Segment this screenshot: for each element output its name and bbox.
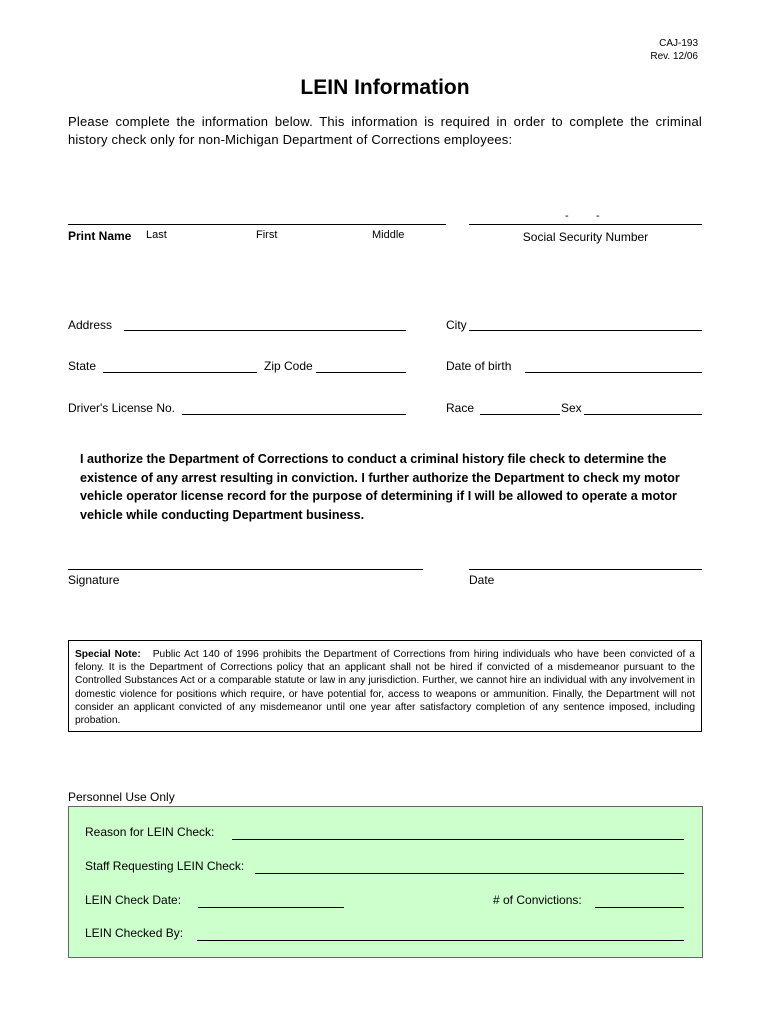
ssn-line[interactable] [469, 224, 702, 225]
check-date-label: LEIN Check Date: [85, 893, 182, 907]
checked-by-label: LEIN Checked By: [85, 926, 184, 940]
form-code: CAJ-193 [659, 38, 698, 49]
date-line[interactable] [469, 569, 702, 570]
convictions-line[interactable] [595, 907, 684, 908]
last-name-label: Last [146, 229, 167, 241]
state-line[interactable] [103, 372, 257, 373]
sex-line[interactable] [584, 414, 702, 415]
ssn-label: Social Security Number [522, 230, 649, 244]
checked-by-line[interactable] [197, 940, 684, 941]
drivers-license-line[interactable] [182, 414, 406, 415]
ssn-dash-1: - [565, 210, 569, 222]
check-date-line[interactable] [198, 907, 344, 908]
form-revision: Rev. 12/06 [650, 51, 698, 62]
date-of-birth-line[interactable] [525, 372, 702, 373]
sex-label: Sex [561, 401, 582, 415]
signature-line[interactable] [68, 569, 423, 570]
personnel-heading: Personnel Use Only [68, 790, 175, 804]
state-label: State [68, 359, 97, 373]
date-label: Date [469, 573, 495, 587]
drivers-license-label: Driver's License No. [68, 401, 175, 415]
reason-line[interactable] [232, 839, 684, 840]
city-label: City [446, 318, 467, 332]
middle-name-label: Middle [372, 229, 405, 241]
page-title: LEIN Information [300, 76, 470, 99]
special-note-body: Public Act 140 of 1996 prohibits the Department of Corrections from hiring individuals who have been convicted of a felony. It is the Department of Corrections policy that an applicant shall not be hired if convicted of a misdemeanor pursuant to the Controlled Substances Act or a comparable statute or law in any jurisdiction. Further, we cannot hire an individual with any involvement in domestic violence for positions which require, or have potential for, access to weapons or ammunition. Finally, the Department will not consider an applicant convicted of any misdemeanor until one year after satisfactory completion of any sentence imposed, including probation. [75, 649, 695, 727]
special-note-heading: Special Note: [75, 649, 141, 660]
special-note-text [75, 648, 695, 727]
address-line[interactable] [124, 330, 406, 331]
first-name-label: First [256, 229, 278, 241]
date-of-birth-label: Date of birth [446, 359, 512, 373]
print-name-label: Print Name [68, 229, 132, 243]
zip-code-line[interactable] [316, 372, 406, 373]
zip-code-label: Zip Code [264, 359, 313, 373]
authorization-statement: I authorize the Department of Corrections to conduct a criminal history file check to determine the existence of any arrest resulting in conviction. I further authorize the Department to check my motor vehicle operator license record for the purpose of determining if I will be allowed to operate a motor vehicle while conducting Department business. [80, 452, 680, 522]
race-label: Race [446, 401, 475, 415]
convictions-label: # of Convictions: [493, 893, 582, 907]
address-label: Address [68, 318, 113, 332]
personnel-use-box [68, 806, 703, 958]
form-code-block [650, 37, 698, 63]
staff-requesting-line[interactable] [255, 873, 684, 874]
reason-label: Reason for LEIN Check: [85, 825, 215, 839]
ssn-dash-2: - [596, 210, 600, 222]
race-line[interactable] [480, 414, 560, 415]
city-line[interactable] [469, 330, 702, 331]
special-note-box [68, 640, 702, 732]
name-line[interactable] [68, 224, 446, 225]
staff-requesting-label: Staff Requesting LEIN Check: [85, 859, 245, 873]
signature-label: Signature [68, 573, 120, 587]
intro-paragraph: Please complete the information below. This information is required in order to complete the criminal history check only for non-Michigan Department of Corrections employees: [68, 114, 702, 147]
